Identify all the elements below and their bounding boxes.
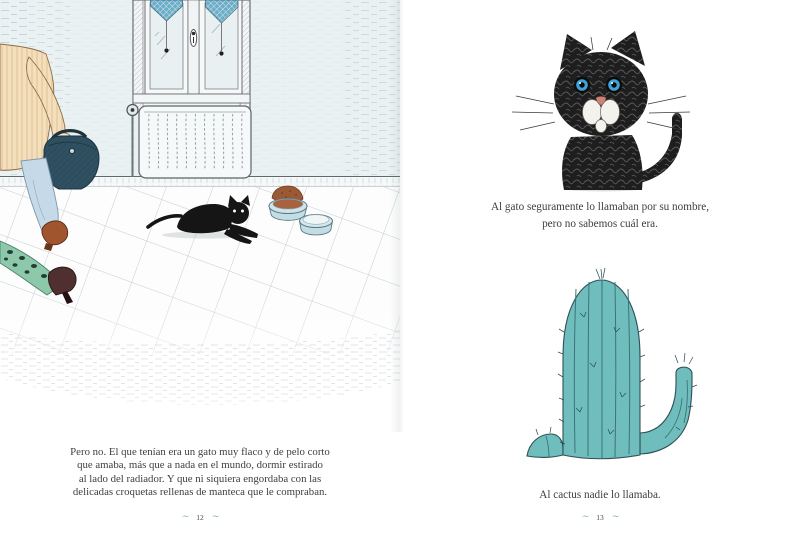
footer-ornament: ∼ bbox=[211, 511, 219, 521]
left-page-footer bbox=[0, 510, 400, 524]
footer-ornament: ∼ bbox=[181, 511, 189, 521]
paragraph-line: al lado del radiador. Y que ni siquiera engordaba con las bbox=[78, 472, 322, 485]
paragraph-line: Pero no. El que tenían era un gato muy flaco y de pelo corto bbox=[70, 446, 330, 458]
left-page-illustration bbox=[0, 0, 400, 430]
footer-ornament: ∼ bbox=[611, 511, 619, 521]
right-page-footer bbox=[400, 510, 800, 524]
cactus-arm bbox=[640, 367, 692, 454]
front-shoe bbox=[42, 221, 68, 245]
page-number: 13 bbox=[596, 513, 604, 522]
caption-line: Al gato seguramente lo llamaban por su nombre, bbox=[490, 201, 710, 213]
page-number: 12 bbox=[196, 513, 204, 522]
cat-eye bbox=[233, 210, 236, 213]
water-bowl bbox=[300, 215, 333, 235]
footer-ornament: ∼ bbox=[581, 511, 589, 521]
caption-line: pero no sabemos cuál era. bbox=[542, 217, 658, 230]
bag-clasp bbox=[70, 149, 75, 154]
radiator-illustration bbox=[127, 105, 251, 179]
black-cat-portrait-illustration bbox=[508, 20, 698, 192]
window-illustration bbox=[133, 0, 250, 112]
paragraph-line: delicadas croquetas rellenas de manteca que le compraban. bbox=[72, 486, 328, 499]
cat-caption bbox=[400, 199, 800, 232]
left-page-paragraph bbox=[0, 446, 400, 500]
window-latch bbox=[190, 30, 196, 47]
cactus-illustration bbox=[518, 262, 712, 468]
cat-eye bbox=[241, 210, 244, 213]
cactus-mound bbox=[527, 434, 563, 457]
paragraph-line: que amaba, más que a nada en el mundo, dormir estirado bbox=[77, 459, 323, 472]
cactus-caption: Al cactus nadie lo llamaba. bbox=[539, 489, 661, 501]
